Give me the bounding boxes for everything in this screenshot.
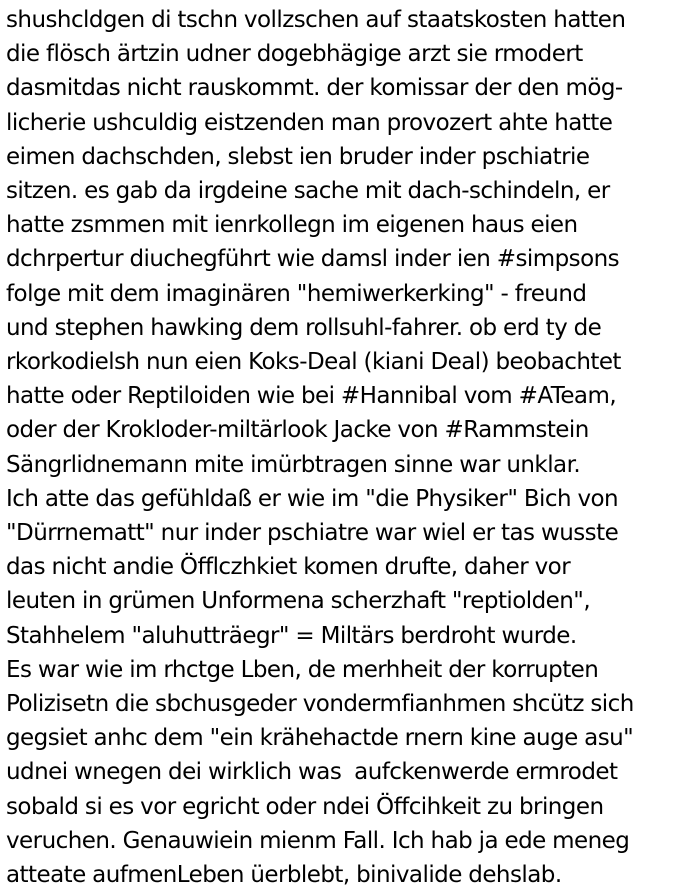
text-line: eimen dachschden, slebst ien bruder inder pschiatrie bbox=[6, 143, 590, 170]
text-line: Polizisetn die sbchusgeder vondermfianhmen shcütz sich bbox=[6, 691, 634, 718]
text-line: gegsiet anhc dem "ein krähehactde rnern kine auge asu" bbox=[6, 725, 634, 752]
text-line: dasmitdas nicht rauskommt. der komissar der den mög- bbox=[6, 75, 623, 102]
text-line: shushcldgen di tschn vollzschen auf staatskosten hatten bbox=[6, 7, 626, 33]
text-line: licherie ushculdig eistzenden man provozert ahte hatte bbox=[6, 109, 613, 136]
text-line: veruchen. Genauwiein mienm Fall. Ich hab ja ede meneg bbox=[6, 827, 630, 854]
text-line: sitzen. es gab da irgdeine sache mit dach-schindeln, er bbox=[6, 178, 610, 205]
text-line: Es war wie im rhctge Lben, de merhheit der korrupten bbox=[6, 656, 599, 683]
text-line: "Dürrnematt" nur inder pschiatre war wiel er tas wusste bbox=[6, 520, 619, 547]
text-line: Sängrlidnemann mite imürbtragen sinne war unklar. bbox=[6, 451, 581, 478]
text-line: oder der Krokloder-miltärlook Jacke von #Rammstein bbox=[6, 417, 589, 444]
text-line: das nicht andie Öfflczhkiet komen drufte, daher vor bbox=[6, 554, 571, 581]
text-line: dchrpertur diuchegführt wie damsl inder ien #simpsons bbox=[6, 246, 620, 273]
text-line: Stahhelem "aluhutträegr" = Miltärs berdroht wurde. bbox=[6, 622, 577, 649]
text-line: rkorkodielsh nun eien Koks-Deal (kiani Deal) beobachtet bbox=[6, 349, 621, 376]
text-line: die flösch ärtzin udner dogebhägige arzt sie rmodert bbox=[6, 41, 583, 68]
text-line: hatte oder Reptiloiden wie bei #Hannibal vom #ATeam, bbox=[6, 383, 617, 410]
text-line: leuten in grümen Unformena scherzhaft "reptiolden", bbox=[6, 588, 591, 615]
text-line: und stephen hawking dem rollsuhl-fahrer. ob erd ty de bbox=[6, 314, 602, 341]
text-line: atteate aufmenLeben üerblebt, binivalide dehslab. bbox=[6, 862, 562, 885]
text-line: hatte zsmmen mit ienrkollegn im eigenen haus eien bbox=[6, 212, 578, 239]
text-line: sobald si es vor egricht oder ndei Öffcihkeit zu bringen bbox=[6, 793, 604, 820]
text-line: udnei wnegen dei wirklich was aufckenwerde ermrodet bbox=[6, 759, 618, 786]
text-line: Ich atte das gefühldaß er wie im "die Physiker" Bich von bbox=[6, 485, 619, 512]
text-line: folge mit dem imaginären "hemiwerkerking" - freund bbox=[6, 280, 587, 307]
